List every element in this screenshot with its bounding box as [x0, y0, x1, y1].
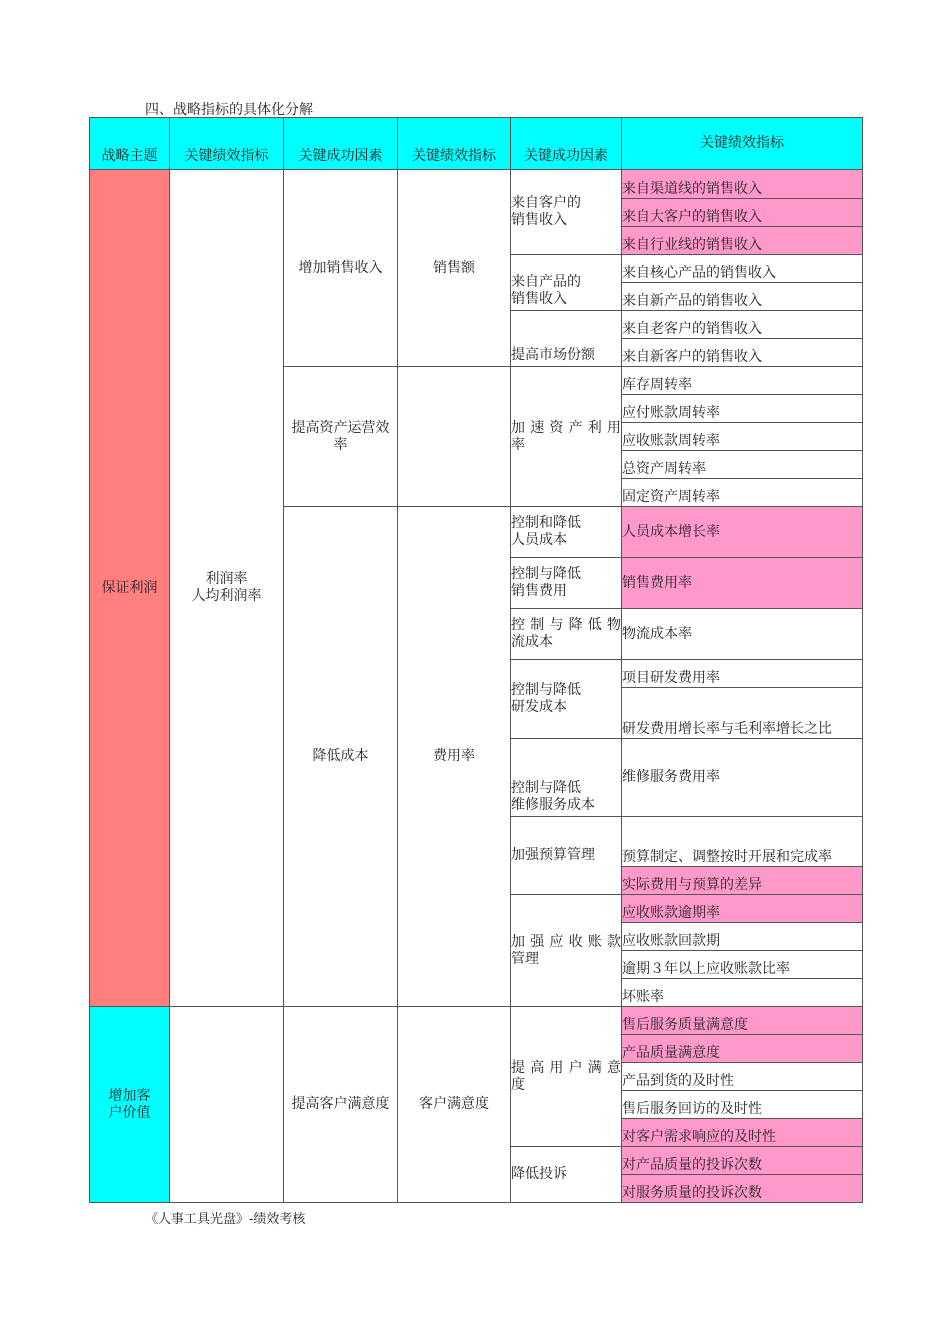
sub-staff-cost-1: 控制和降低: [511, 515, 581, 532]
kpi-cost: 费用率: [433, 748, 475, 765]
theme-profit: 保证利润: [101, 579, 158, 596]
indicator: 产品质量满意度: [622, 1035, 863, 1063]
sub-sales-cost-2: 销售费用: [511, 583, 567, 599]
theme-profit-cell: [90, 170, 170, 1007]
sub-product-income-cell: [511, 255, 622, 311]
indicator: 维修服务费用率: [622, 739, 863, 817]
kpi-satisfaction: 客户满意度: [419, 1096, 489, 1113]
csf-asset-1: 提高资产运营效: [291, 419, 390, 436]
sub-maintenance-2: 维修服务成本: [511, 797, 595, 814]
indicator: 来自核心产品的销售收入: [622, 255, 863, 283]
sub-satisfaction-cell: [511, 1007, 622, 1147]
indicator: 对客户需求响应的及时性: [622, 1119, 863, 1147]
sub-customer-income-cell: [511, 170, 622, 255]
sub-market-share: 提高市场份额: [511, 347, 595, 364]
sub-satisfaction-2: 度: [511, 1076, 525, 1093]
sub-complaints-cell: [511, 1147, 622, 1203]
csf-sales-cell: [284, 170, 398, 367]
indicator: 库存周转率: [622, 367, 863, 395]
indicator: 对服务质量的投诉次数: [622, 1175, 863, 1203]
csf-satisfaction: 提高客户满意度: [291, 1096, 390, 1113]
theme-customer-2: 户价值: [108, 1104, 151, 1121]
indicator: 固定资产周转率: [622, 479, 863, 507]
sub-logistics-cell: [511, 609, 622, 660]
indicator: 应付账款周转率: [622, 395, 863, 423]
sub-rd-cell: [511, 660, 622, 739]
indicator: 售后服务回访的及时性: [622, 1091, 863, 1119]
sub-maintenance-1: 控制与降低: [511, 780, 581, 797]
indicator: 实际费用与预算的差异: [622, 867, 863, 895]
sub-logistics-1: 控制与降低物: [511, 617, 621, 634]
indicator: 来自新产品的销售收入: [622, 283, 863, 311]
sub-maintenance-cell: [511, 739, 622, 817]
sub-customer-income-2: 销售收入: [511, 212, 567, 228]
indicator: 逾期３年以上应收账款比率: [622, 951, 863, 979]
theme-profit-kpi-cell: [170, 170, 284, 1007]
indicator: 应收账款回款期: [622, 923, 863, 951]
sub-staff-cost-2: 人员成本: [511, 532, 567, 548]
csf-asset-2: 率: [333, 436, 348, 453]
theme-profit-kpi-2: 人均利润率: [191, 588, 262, 604]
indicator: 总资产周转率: [622, 451, 863, 479]
sub-budget: 加强预算管理: [511, 847, 595, 864]
indicator: 人员成本增长率: [622, 507, 863, 558]
csf-satisfaction-cell: [284, 1007, 398, 1203]
sub-product-income-2: 销售收入: [511, 291, 567, 308]
indicator: 来自老客户的销售收入: [622, 311, 863, 339]
sub-receivables-1: 加强应收账款: [511, 933, 621, 950]
sub-satisfaction-1: 提高用户满意: [511, 1059, 621, 1076]
header-strategy-theme: 战略主题: [90, 118, 170, 170]
page-title: 四、战略指标的具体化分解: [145, 102, 313, 118]
indicator: 研发费用增长率与毛利率增长之比: [622, 688, 863, 739]
theme-profit-kpi-1: 利润率: [205, 571, 248, 588]
sub-market-share-cell: [511, 311, 622, 367]
kpi-satisfaction-cell: [398, 1007, 511, 1203]
indicator: 预算制定、调整按时开展和完成率: [622, 817, 863, 867]
sub-asset-use-2: 率: [511, 436, 525, 453]
csf-cost: 降低成本: [312, 748, 369, 765]
kpi-sales: 销售额: [433, 259, 475, 276]
csf-asset-cell: [284, 367, 398, 507]
header-kpi-1: 关键绩效指标: [170, 118, 284, 170]
csf-cost-cell: [284, 507, 398, 1007]
sub-logistics-2: 流成本: [511, 634, 553, 650]
sub-receivables-cell: [511, 895, 622, 1007]
sub-rd-2: 研发成本: [511, 699, 567, 715]
kpi-decomposition-table: [89, 117, 863, 1203]
indicator: 应收账款周转率: [622, 423, 863, 451]
indicator: 来自大客户的销售收入: [622, 199, 863, 227]
sub-staff-cost-cell: [511, 507, 622, 558]
indicator: 对产品质量的投诉次数: [622, 1147, 863, 1175]
sub-budget-cell: [511, 817, 622, 895]
sub-asset-use-1: 加速资产利用: [511, 419, 621, 436]
indicator: 来自行业线的销售收入: [622, 227, 863, 255]
sub-complaints: 降低投诉: [511, 1166, 567, 1183]
theme-customer-cell: [90, 1007, 170, 1203]
indicator: 产品到货的及时性: [622, 1063, 863, 1091]
header-row: [90, 118, 863, 170]
indicator: 坏账率: [622, 979, 863, 1007]
kpi-cost-cell: [398, 507, 511, 1007]
sub-receivables-2: 管理: [511, 950, 539, 967]
sub-customer-income-1: 来自客户的: [511, 195, 581, 212]
indicator: 销售费用率: [622, 558, 863, 609]
header-kpi-3: 关键绩效指标: [622, 118, 863, 170]
sub-sales-cost-cell: [511, 558, 622, 609]
header-csf-2: 关键成功因素: [511, 118, 622, 170]
indicator: 来自新客户的销售收入: [622, 339, 863, 367]
sub-sales-cost-1: 控制与降低: [511, 566, 581, 583]
indicator: 项目研发费用率: [622, 660, 863, 688]
kpi-sales-cell: [398, 170, 511, 367]
indicator: 来自渠道线的销售收入: [622, 170, 863, 199]
theme-customer-kpi-cell: [170, 1007, 284, 1203]
theme-customer-1: 增加客: [108, 1087, 151, 1104]
csf-sales: 增加销售收入: [298, 259, 383, 276]
footer-text: 《人事工具光盘》-绩效考核: [145, 1212, 306, 1227]
header-csf-1: 关键成功因素: [284, 118, 398, 170]
indicator: 物流成本率: [622, 609, 863, 660]
header-kpi-2: 关键绩效指标: [398, 118, 511, 170]
sub-asset-use-cell: [511, 367, 622, 507]
indicator: 售后服务质量满意度: [622, 1007, 863, 1035]
kpi-asset-cell: [398, 367, 511, 507]
sub-rd-1: 控制与降低: [511, 682, 581, 699]
sub-product-income-1: 来自产品的: [511, 274, 581, 291]
indicator: 应收账款逾期率: [622, 895, 863, 923]
